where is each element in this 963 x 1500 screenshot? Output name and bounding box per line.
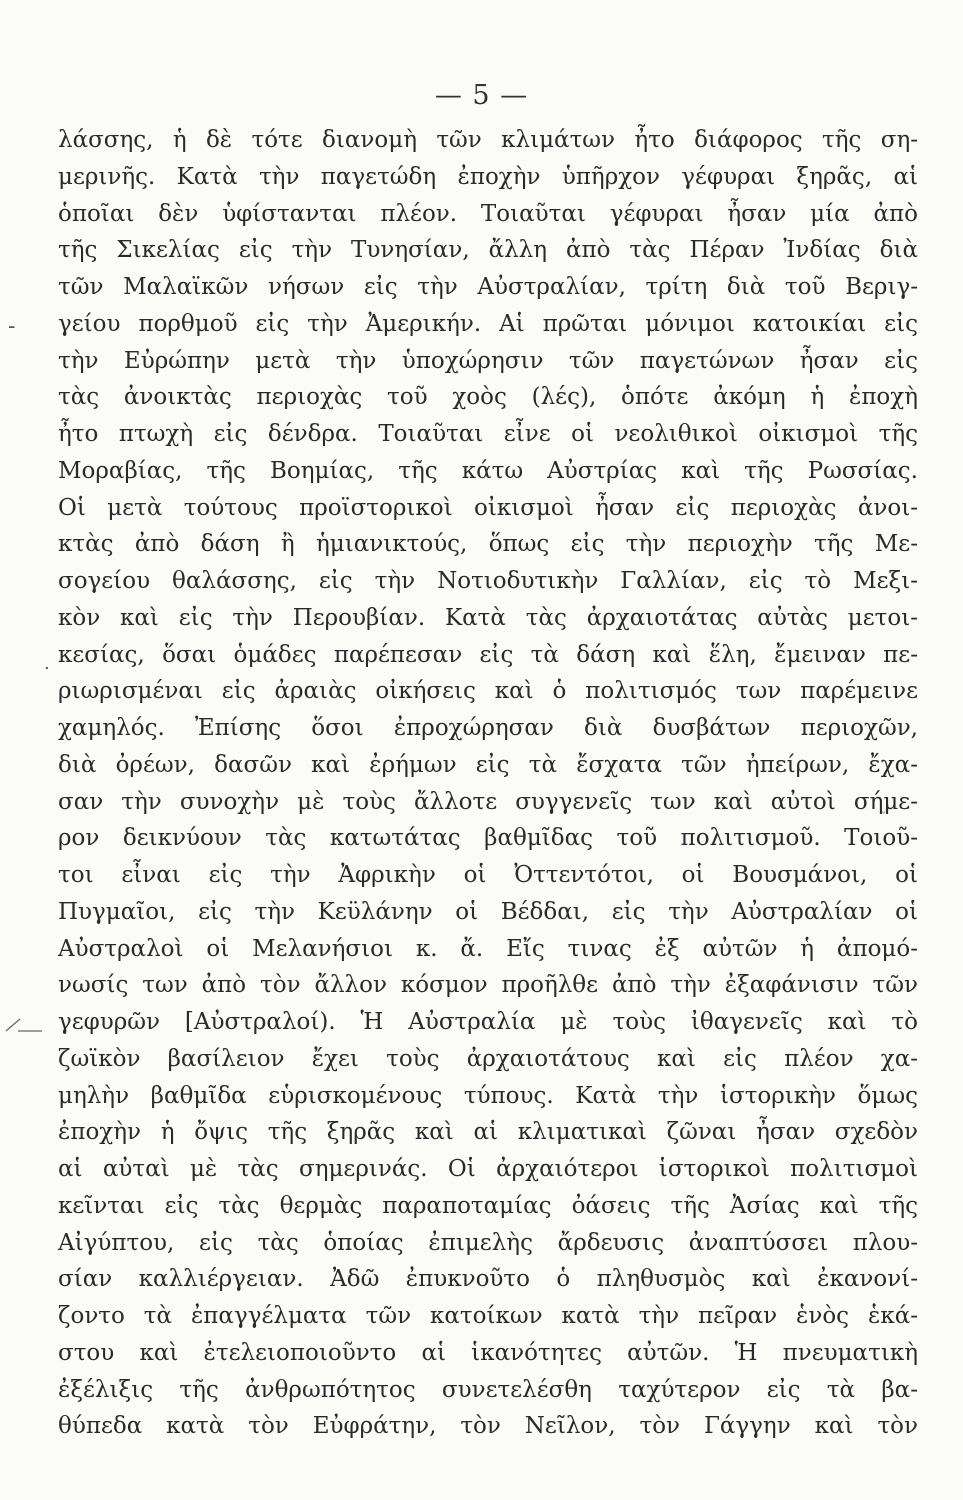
text-line: ρον δεικνύουν τὰς κατωτάτας βαθμῖδας τοῦ πολιτισμοῦ. Τοιοῦ- <box>58 825 918 852</box>
text-line: θύπεδα κατὰ τὸν Εὐφράτην, τὸν Νεῖλον, τὸν Γάγγην καὶ τὸν <box>58 1413 918 1440</box>
text-line: αἱ αὐταὶ μὲ τὰς σημερινάς. Οἱ ἀρχαιότεροι ἱστορικοὶ πολιτισμοὶ <box>58 1156 918 1182</box>
text-line: τῆς Σικελίας εἰς τὴν Τυνησίαν, ἄλλη ἀπὸ τὰς Πέραν Ἰνδίας διὰ <box>58 237 918 264</box>
text-line: μηλὴν βαθμῖδα εὑρισκομένους τύπους. Κατὰ τὴν ἱστορικὴν ὅμως <box>58 1082 918 1109</box>
margin-tick-mark: ˇ <box>880 810 887 826</box>
margin-dash-mark: - <box>8 314 16 339</box>
text-line: Μοραβίας, τῆς Βοημίας, τῆς κάτω Αὐστρίας καὶ τῆς Ρωσσίας. <box>58 457 918 484</box>
text-line: ζοντο τὰ ἐπαγγέλματα τῶν κατοίκων κατὰ τὴν πεῖραν ἑνὸς ἑκά- <box>58 1303 918 1329</box>
text-line: σαν τὴν συνοχὴν μὲ τοὺς ἄλλοτε συγγενεῖς των καὶ αὐτοὶ σήμε- <box>58 788 918 815</box>
text-line: Αἰγύπτου, εἰς τὰς ὁποίας ἐπιμελὴς ἄρδευσις ἀναπτύσσει πλου- <box>58 1229 918 1256</box>
text-line: ἐξέλιξις τῆς ἀνθρωπότητος συνετελέσθη ταχύτερον εἰς τὰ βα- <box>58 1376 918 1403</box>
text-line: Αὐστραλοὶ οἱ Μελανήσιοι κ. ἄ. Εἴς τινας ἐξ αὐτῶν ἡ ἀπομό- <box>58 935 918 962</box>
text-line: τοι εἶναι εἰς τὴν Ἀφρικὴν οἱ Ὀττεντότοι, οἱ Βουσμάνοι, οἱ <box>58 862 918 888</box>
text-line: ὁποῖαι δὲν ὑφίστανται πλέον. Τοιαῦται γέφυραι ἦσαν μία ἀπὸ <box>58 200 918 227</box>
text-line: τῶν Μαλαϊκῶν νήσων εἰς τὴν Αὐστραλίαν, τρίτη διὰ τοῦ Βεριγ- <box>58 274 918 300</box>
text-line: κεσίας, ὅσαι ὁμάδες παρέπεσαν εἰς τὰ δάση καὶ ἕλη, ἔμειναν πε- <box>58 641 918 668</box>
text-line: τὰς ἀνοικτὰς περιοχὰς τοῦ χοὸς (λές), ὁπότε ἀκόμη ἡ ἐποχὴ <box>58 384 918 411</box>
body-text <box>58 122 918 1445</box>
text-line: ζωϊκὸν βασίλειον ἔχει τοὺς ἀρχαιοτάτους καὶ εἰς πλέον χα- <box>58 1045 918 1072</box>
text-line: νωσίς των ἀπὸ τὸν ἄλλον κόσμον προῆλθε ἀπὸ τὴν ἐξαφάνισιν τῶν <box>58 972 918 999</box>
text-line: διὰ ὀρέων, δασῶν καὶ ἐρήμων εἰς τὰ ἔσχατα τῶν ἠπείρων, ἔχα- <box>58 751 918 778</box>
text-line: κτὰς ἀπὸ δάση ἢ ἡμιανικτούς, ὅπως εἰς τὴν περιοχὴν τῆς Με- <box>58 531 918 558</box>
text-line: κεῖνται εἰς τὰς θερμὰς παραποταμίας ὀάσεις τῆς Ἀσίας καὶ τῆς <box>58 1192 918 1219</box>
page-number: — 5 — <box>434 80 529 111</box>
text-line: Πυγμαῖοι, εἰς τὴν Κεϋλάνην οἱ Βέδδαι, εἰς τὴν Αὐστραλίαν οἱ <box>58 898 918 925</box>
text-line: σογείου θαλάσσης, εἰς τὴν Νοτιοδυτικὴν Γαλλίαν, εἰς τὸ Μεξι- <box>58 568 918 594</box>
text-line: χαμηλός. Ἐπίσης ὅσοι ἐπροχώρησαν διὰ δυσβάτων περιοχῶν, <box>58 715 918 741</box>
text-line: στου καὶ ἐτελειοποιοῦντο αἱ ἱκανότητες αὐτῶν. Ἡ πνευματικὴ <box>58 1339 918 1366</box>
text-line: ριωρισμέναι εἰς ἀραιὰς οἰκήσεις καὶ ὁ πολιτισμός των παρέμεινε <box>58 678 918 705</box>
text-line: κὸν καὶ εἰς τὴν Περουβίαν. Κατὰ τὰς ἀρχαιοτάτας αὐτὰς μετοι- <box>58 604 918 631</box>
margin-pen-stroke <box>4 1015 44 1035</box>
text-line: γείου πορθμοῦ εἰς τὴν Ἀμερικήν. Αἱ πρῶται μόνιμοι κατοικίαι εἰς <box>58 310 918 337</box>
text-line: λάσσης, ἡ δὲ τότε διανομὴ τῶν κλιμάτων ἦτο διάφορος τῆς ση- <box>58 127 918 153</box>
text-line: μερινῆς. Κατὰ τὴν παγετώδη ἐποχὴν ὑπῆρχον γέφυραι ξηρᾶς, αἱ <box>58 163 918 190</box>
text-line: γεφυρῶν [Αὐστραλοί). Ἡ Αὐστραλία μὲ τοὺς ἰθαγενεῖς καὶ τὸ <box>58 1009 918 1035</box>
text-line: ἦτο πτωχὴ εἰς δένδρα. Τοιαῦται εἶνε οἱ νεολιθικοὶ οἰκισμοὶ τῆς <box>58 421 918 447</box>
text-line: σίαν καλλιέργειαν. Ἀδῶ ἐπυκνοῦτο ὁ πληθυσμὸς καὶ ἐκανονί- <box>58 1266 918 1293</box>
margin-dot-mark: . <box>44 653 50 674</box>
text-line: ἐποχὴν ἡ ὄψις τῆς ξηρᾶς καὶ αἱ κλιματικαὶ ζῶναι ἦσαν σχεδὸν <box>58 1119 918 1146</box>
text-line: τὴν Εὐρώπην μετὰ τὴν ὑποχώρησιν τῶν παγετώνων ἦσαν εἰς <box>58 347 918 374</box>
text-line: Οἱ μετὰ τούτους προϊστορικοὶ οἰκισμοὶ ἦσαν εἰς περιοχὰς ἀνοι- <box>58 494 918 521</box>
